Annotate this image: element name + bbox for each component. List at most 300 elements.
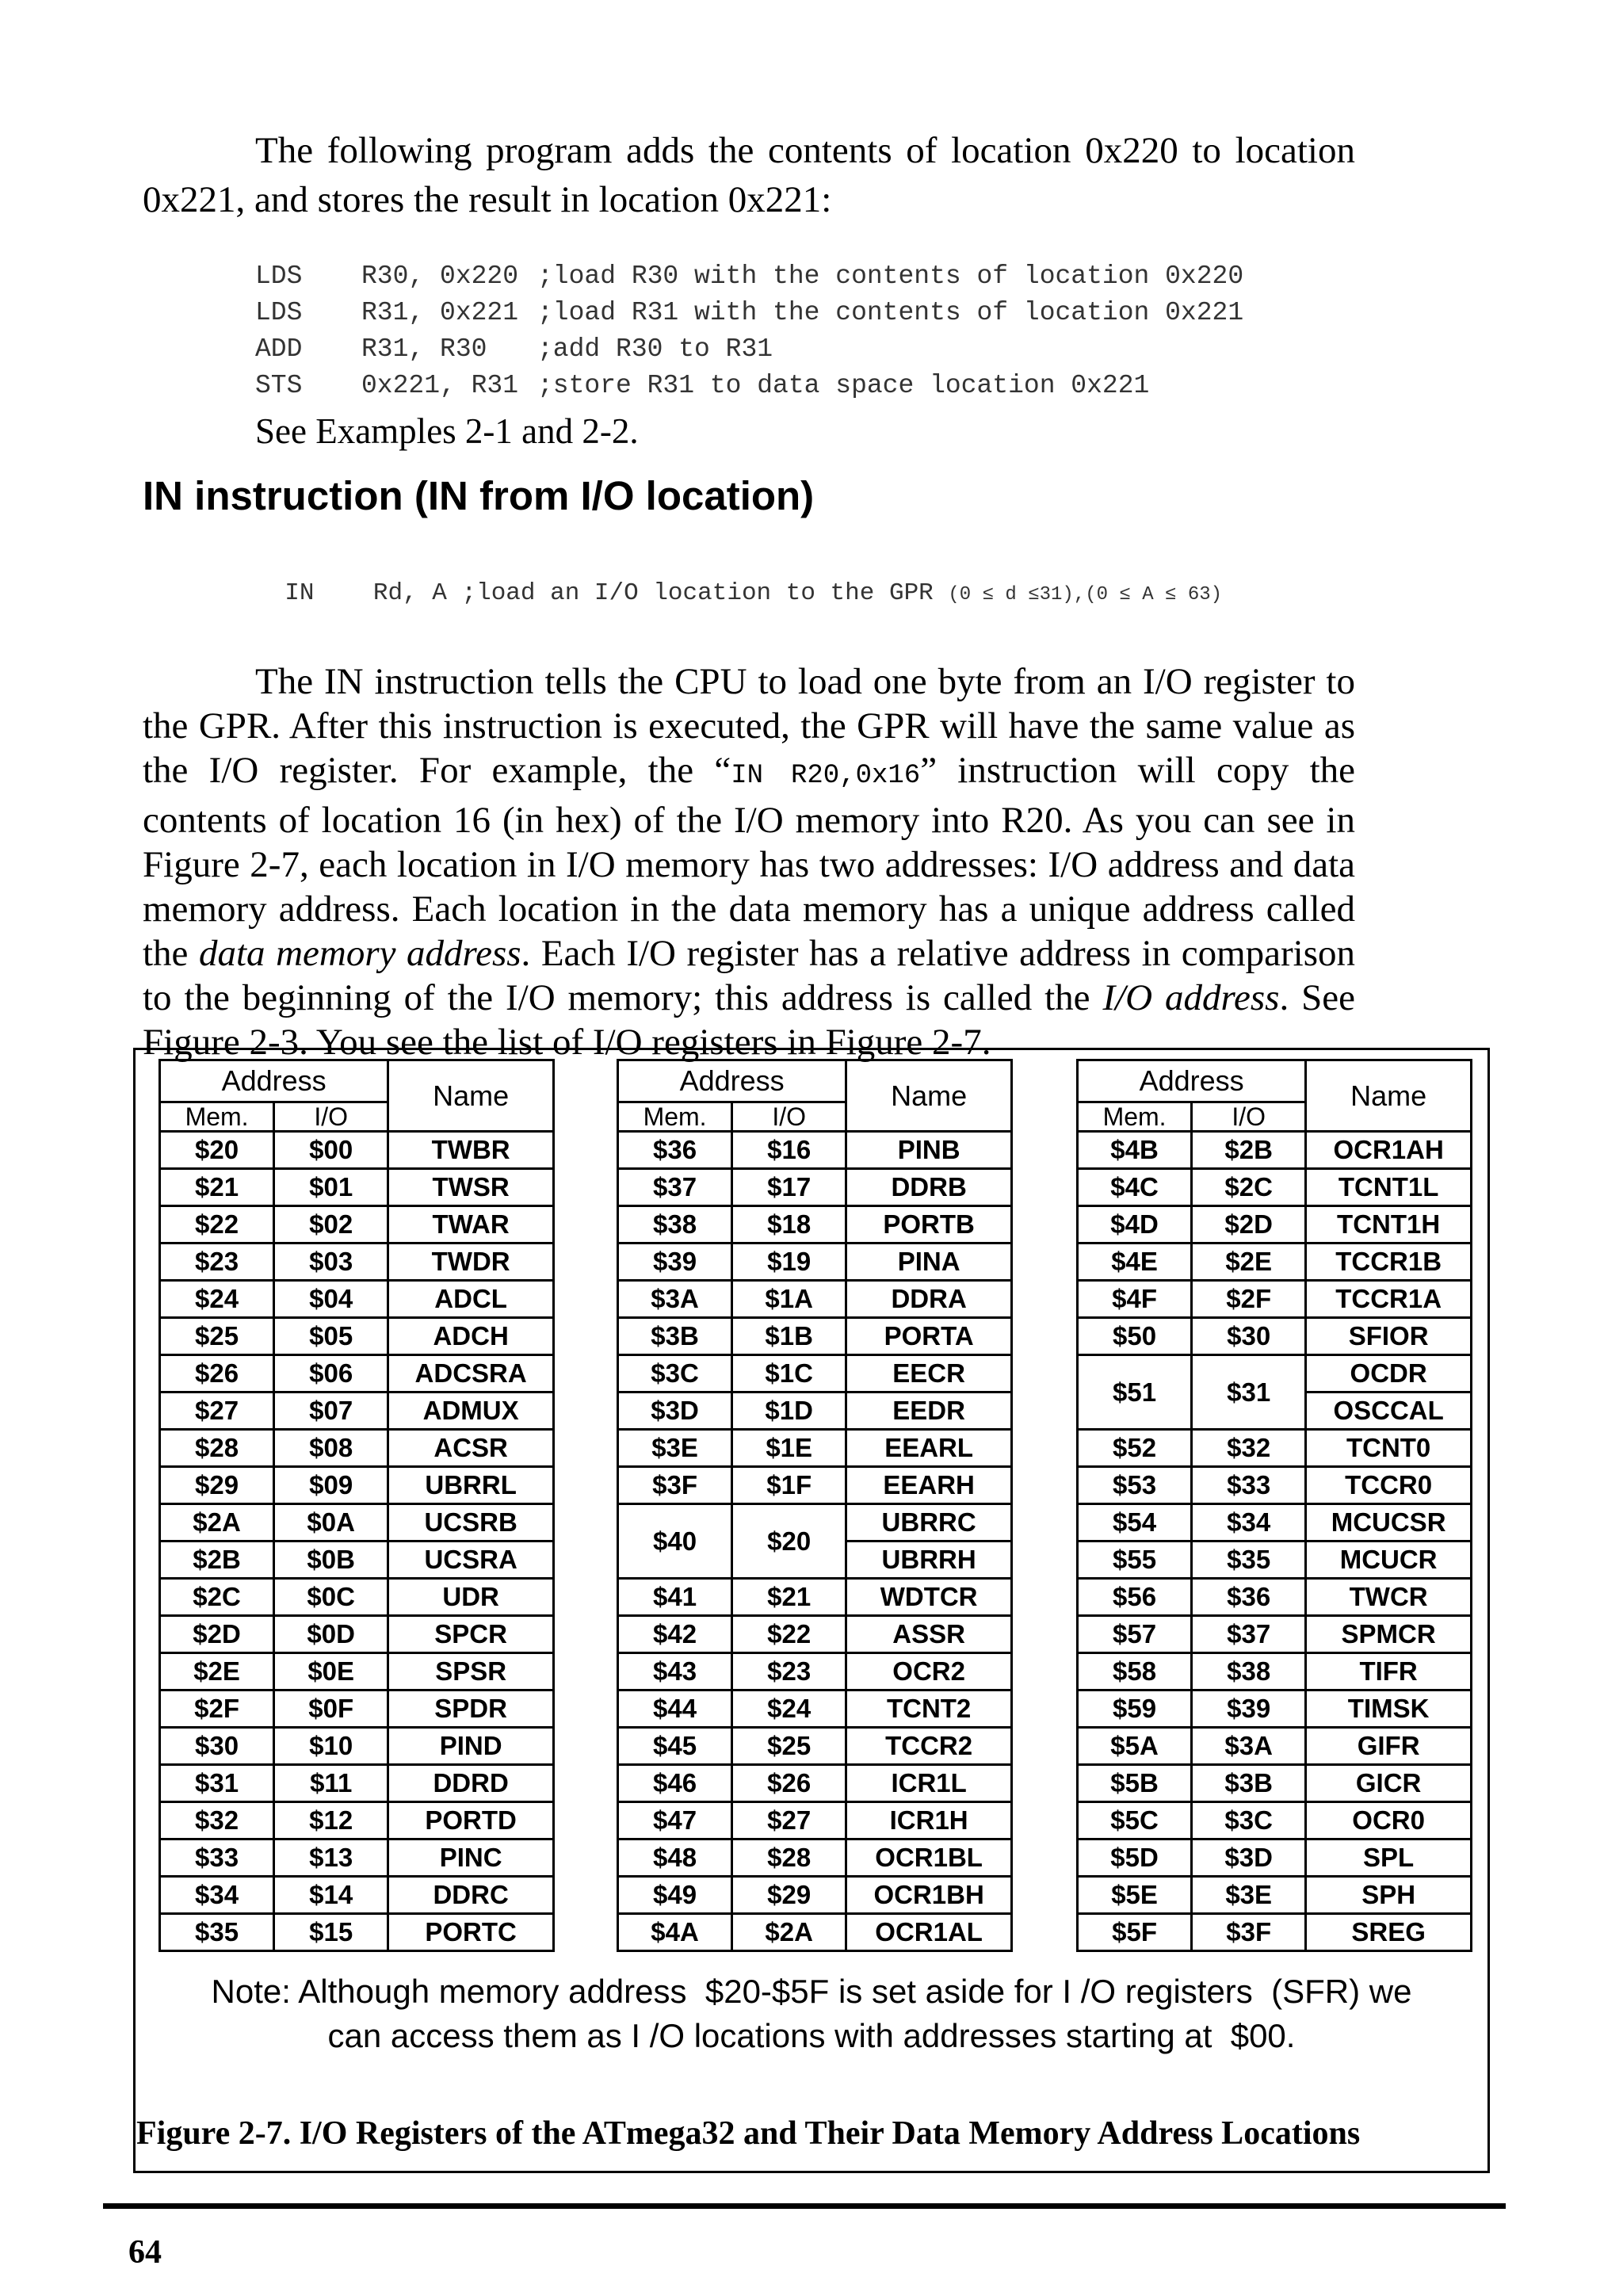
- io-address: $29: [732, 1877, 846, 1914]
- body-text-2: ” instruction will copy the contents of location 16 (in hex) of the I/O memory into R20. As you can see in Figure 2-7, each location in I/O memory has two addresses: I/O address and data memory address. Each location in the data memory has a unique address called the: [143, 750, 1356, 974]
- mem-address: $5E: [1078, 1877, 1192, 1914]
- io-address: $17: [732, 1169, 846, 1206]
- table-row: [1078, 1728, 1472, 1765]
- code-args: R31, R30: [361, 334, 487, 364]
- io-address: $05: [274, 1318, 388, 1355]
- register-name: SFIOR: [1306, 1318, 1472, 1355]
- figure-caption: Figure 2-7. I/O Registers of the ATmega32 and Their Data Memory Address Locations: [136, 2115, 1361, 2152]
- in-args: Rd, A: [372, 579, 447, 607]
- register-name: ADCSRA: [388, 1355, 554, 1392]
- mem-address: $5B: [1078, 1765, 1192, 1802]
- table-row: [160, 1467, 554, 1504]
- register-name: SPDR: [388, 1690, 554, 1728]
- mem-address: $50: [1078, 1318, 1192, 1355]
- io-address: $35: [1192, 1541, 1306, 1579]
- table-row: [618, 1765, 1012, 1802]
- io-address: $03: [274, 1244, 388, 1281]
- register-name: ACSR: [388, 1430, 554, 1467]
- table-row: [160, 1653, 554, 1690]
- mem-address: $26: [160, 1355, 274, 1392]
- in-op: IN: [285, 579, 315, 607]
- register-name: SPL: [1306, 1839, 1472, 1877]
- table-row: [1078, 1430, 1472, 1467]
- io-address: $20: [732, 1504, 846, 1579]
- register-name: OCR1AL: [846, 1914, 1012, 1951]
- io-address: $14: [274, 1877, 388, 1914]
- table-row: [618, 1430, 1012, 1467]
- mem-address: $5D: [1078, 1839, 1192, 1877]
- page-number: 64: [128, 2234, 162, 2271]
- io-address: $3D: [1192, 1839, 1306, 1877]
- io-address: $0D: [274, 1616, 388, 1653]
- code-comment: ;add R30 to R31: [537, 334, 773, 364]
- name-header: Name: [388, 1060, 554, 1132]
- table-row: [160, 1690, 554, 1728]
- mem-address: $4E: [1078, 1244, 1192, 1281]
- table-row: [1078, 1802, 1472, 1839]
- register-name: SPMCR: [1306, 1616, 1472, 1653]
- table-row: [1078, 1132, 1472, 1169]
- io-address: $0B: [274, 1541, 388, 1579]
- mem-address: $29: [160, 1467, 274, 1504]
- table-row: [618, 1839, 1012, 1877]
- mem-address: $30: [160, 1728, 274, 1765]
- register-name: TCNT2: [846, 1690, 1012, 1728]
- mem-address: $2B: [160, 1541, 274, 1579]
- io-address: $23: [732, 1653, 846, 1690]
- register-name: TWAR: [388, 1206, 554, 1244]
- mem-address: $25: [160, 1318, 274, 1355]
- table-row: [1078, 1281, 1472, 1318]
- table-row: [1078, 1579, 1472, 1616]
- register-name: TCNT1H: [1306, 1206, 1472, 1244]
- io-address: $1F: [732, 1467, 846, 1504]
- io-address: $08: [274, 1430, 388, 1467]
- table-row: [1078, 1206, 1472, 1244]
- mem-address: $4C: [1078, 1169, 1192, 1206]
- code-op: STS: [255, 371, 303, 400]
- mem-address: $4A: [618, 1914, 732, 1951]
- table-row: [1078, 1169, 1472, 1206]
- table-row: [1078, 1914, 1472, 1951]
- mem-address: $22: [160, 1206, 274, 1244]
- table-row: [160, 1392, 554, 1430]
- mem-address: $3F: [618, 1467, 732, 1504]
- table-row: [1078, 1765, 1472, 1802]
- register-name: UBRRC: [846, 1504, 1012, 1541]
- mem-address: $2F: [160, 1690, 274, 1728]
- io-address: $0A: [274, 1504, 388, 1541]
- table-row: [160, 1877, 554, 1914]
- io-address: $2A: [732, 1914, 846, 1951]
- io-address: $1D: [732, 1392, 846, 1430]
- register-name: DDRD: [388, 1765, 554, 1802]
- register-name: EEDR: [846, 1392, 1012, 1430]
- table-row: [618, 1244, 1012, 1281]
- register-table-1: [158, 1059, 555, 1952]
- io-address: $21: [732, 1579, 846, 1616]
- mem-address: $37: [618, 1169, 732, 1206]
- register-name: UDR: [388, 1579, 554, 1616]
- table-row: [160, 1765, 554, 1802]
- code-comment: ;load R31 with the contents of location 0x221: [537, 298, 1244, 327]
- mem-address: $3E: [618, 1430, 732, 1467]
- io-address: $11: [274, 1765, 388, 1802]
- mem-address: $53: [1078, 1467, 1192, 1504]
- figure-note: [133, 1969, 1490, 2058]
- code-op: LDS: [255, 262, 303, 291]
- mem-address: $3D: [618, 1392, 732, 1430]
- mem-address: $51: [1078, 1355, 1192, 1430]
- register-name: OCR0: [1306, 1802, 1472, 1839]
- mem-address: $3C: [618, 1355, 732, 1392]
- io-address: $18: [732, 1206, 846, 1244]
- table-row: [618, 1579, 1012, 1616]
- mem-address: $58: [1078, 1653, 1192, 1690]
- table-row: [618, 1206, 1012, 1244]
- io-address: $26: [732, 1765, 846, 1802]
- io-address: $12: [274, 1802, 388, 1839]
- table-row: [160, 1206, 554, 1244]
- table-row: [1078, 1877, 1472, 1914]
- mem-address: $4F: [1078, 1281, 1192, 1318]
- mem-address: $2D: [160, 1616, 274, 1653]
- table-row: [160, 1355, 554, 1392]
- io-address: $32: [1192, 1430, 1306, 1467]
- mem-address: $56: [1078, 1579, 1192, 1616]
- register-name: TWSR: [388, 1169, 554, 1206]
- io-address: $07: [274, 1392, 388, 1430]
- register-name: UBRRH: [846, 1541, 1012, 1579]
- mem-address: $23: [160, 1244, 274, 1281]
- register-name: PINB: [846, 1132, 1012, 1169]
- register-name: DDRC: [388, 1877, 554, 1914]
- register-name: SPH: [1306, 1877, 1472, 1914]
- name-header: Name: [1306, 1060, 1472, 1132]
- mem-address: $33: [160, 1839, 274, 1877]
- register-name: OSCCAL: [1306, 1392, 1472, 1430]
- table-row: [160, 1616, 554, 1653]
- register-name: SREG: [1306, 1914, 1472, 1951]
- io-address: $1B: [732, 1318, 846, 1355]
- register-name: OCDR: [1306, 1355, 1472, 1392]
- intro-paragraph: The following program adds the contents of location 0x220 to location 0x221, and stores the result in location 0x221:: [143, 130, 1355, 220]
- register-name: PINC: [388, 1839, 554, 1877]
- mem-address: $40: [618, 1504, 732, 1579]
- code-comment: ;load R30 with the contents of location 0x220: [537, 262, 1244, 291]
- io-address: $2C: [1192, 1169, 1306, 1206]
- section-heading: IN instruction (IN from I/O location): [143, 473, 815, 518]
- io-address: $37: [1192, 1616, 1306, 1653]
- mem-address: $32: [160, 1802, 274, 1839]
- io-address: $06: [274, 1355, 388, 1392]
- register-name: SPCR: [388, 1616, 554, 1653]
- table-row: [160, 1802, 554, 1839]
- io-address: $2D: [1192, 1206, 1306, 1244]
- io-address: $0F: [274, 1690, 388, 1728]
- table-row: [160, 1579, 554, 1616]
- io-address: $36: [1192, 1579, 1306, 1616]
- io-address: $24: [732, 1690, 846, 1728]
- table-row: [1078, 1541, 1472, 1579]
- table-row: [160, 1541, 554, 1579]
- table-row: [618, 1653, 1012, 1690]
- io-address: $16: [732, 1132, 846, 1169]
- register-name: WDTCR: [846, 1579, 1012, 1616]
- io-header: I/O: [1192, 1102, 1306, 1132]
- mem-address: $5C: [1078, 1802, 1192, 1839]
- mem-address: $2A: [160, 1504, 274, 1541]
- register-name: EECR: [846, 1355, 1012, 1392]
- io-address: $3C: [1192, 1802, 1306, 1839]
- register-name: ADCH: [388, 1318, 554, 1355]
- io-address: $09: [274, 1467, 388, 1504]
- io-address: $02: [274, 1206, 388, 1244]
- io-header: I/O: [732, 1102, 846, 1132]
- register-name: TCCR1A: [1306, 1281, 1472, 1318]
- register-name: PIND: [388, 1728, 554, 1765]
- table-row: [618, 1616, 1012, 1653]
- mem-address: $24: [160, 1281, 274, 1318]
- register-name: TCNT1L: [1306, 1169, 1472, 1206]
- register-name: TWDR: [388, 1244, 554, 1281]
- code-comment: ;store R31 to data space location 0x221: [537, 371, 1150, 400]
- mem-address: $43: [618, 1653, 732, 1690]
- mem-address: $52: [1078, 1430, 1192, 1467]
- register-name: PORTA: [846, 1318, 1012, 1355]
- register-name: GIFR: [1306, 1728, 1472, 1765]
- table-row: [160, 1132, 554, 1169]
- mem-address: $35: [160, 1914, 274, 1951]
- register-name: ASSR: [846, 1616, 1012, 1653]
- table-row: [618, 1132, 1012, 1169]
- code-op: ADD: [255, 334, 303, 364]
- note-line-1: Note: Although memory address $20-$5F is set aside for I /O registers (SFR) we: [211, 1973, 1412, 2010]
- mem-address: $31: [160, 1765, 274, 1802]
- io-address: $3F: [1192, 1914, 1306, 1951]
- mem-address: $4B: [1078, 1132, 1192, 1169]
- table-row: [1078, 1318, 1472, 1355]
- mem-address: $27: [160, 1392, 274, 1430]
- register-name: TCCR1B: [1306, 1244, 1472, 1281]
- mem-address: $34: [160, 1877, 274, 1914]
- register-name: MCUCSR: [1306, 1504, 1472, 1541]
- table-row: [618, 1318, 1012, 1355]
- register-name: PORTD: [388, 1802, 554, 1839]
- table-row: [160, 1244, 554, 1281]
- io-address: $38: [1192, 1653, 1306, 1690]
- body-emphasis-1: data memory address: [198, 933, 521, 974]
- mem-address: $55: [1078, 1541, 1192, 1579]
- io-address: $01: [274, 1169, 388, 1206]
- note-line-2: can access them as I /O locations with addresses starting at $00.: [327, 2017, 1296, 2054]
- mem-address: $3B: [618, 1318, 732, 1355]
- io-address: $31: [1192, 1355, 1306, 1430]
- mem-address: $57: [1078, 1616, 1192, 1653]
- mem-address: $49: [618, 1877, 732, 1914]
- register-name: TWCR: [1306, 1579, 1472, 1616]
- register-name: ICR1L: [846, 1765, 1012, 1802]
- register-name: UBRRL: [388, 1467, 554, 1504]
- body-text-4: . See Figure 2-3. You see the list of I/O registers in Figure 2-7.: [143, 977, 1355, 1063]
- mem-header: Mem.: [618, 1102, 732, 1132]
- table-row: [160, 1318, 554, 1355]
- table-row: [1078, 1690, 1472, 1728]
- body-code: IN R20,0x16: [731, 761, 921, 791]
- io-address: $3A: [1192, 1728, 1306, 1765]
- mem-address: $38: [618, 1206, 732, 1244]
- mem-address: $20: [160, 1132, 274, 1169]
- io-address: $0E: [274, 1653, 388, 1690]
- table-row: [160, 1281, 554, 1318]
- table-row: [1078, 1355, 1472, 1392]
- register-name: TIMSK: [1306, 1690, 1472, 1728]
- mem-address: $59: [1078, 1690, 1192, 1728]
- mem-address: $54: [1078, 1504, 1192, 1541]
- table-row: [160, 1839, 554, 1877]
- table-row: [1078, 1839, 1472, 1877]
- io-address: $39: [1192, 1690, 1306, 1728]
- register-name: ADMUX: [388, 1392, 554, 1430]
- register-name: EEARL: [846, 1430, 1012, 1467]
- table-row: [618, 1914, 1012, 1951]
- register-name: TCCR0: [1306, 1467, 1472, 1504]
- mem-address: $3A: [618, 1281, 732, 1318]
- table-row: [618, 1355, 1012, 1392]
- mem-address: $2C: [160, 1579, 274, 1616]
- table-header-row: [1078, 1060, 1472, 1102]
- mem-address: $2E: [160, 1653, 274, 1690]
- register-name: TCCR2: [846, 1728, 1012, 1765]
- address-header: Address: [618, 1060, 846, 1102]
- table-row: [618, 1728, 1012, 1765]
- io-address: $0C: [274, 1579, 388, 1616]
- table-row: [618, 1169, 1012, 1206]
- io-address: $1A: [732, 1281, 846, 1318]
- register-name: GICR: [1306, 1765, 1472, 1802]
- register-name: OCR1AH: [1306, 1132, 1472, 1169]
- io-address: $2E: [1192, 1244, 1306, 1281]
- see-examples: See Examples 2-1 and 2-2.: [255, 411, 639, 451]
- mem-header: Mem.: [160, 1102, 274, 1132]
- mem-address: $39: [618, 1244, 732, 1281]
- table-row: [160, 1504, 554, 1541]
- table-row: [160, 1914, 554, 1951]
- body-text-1: The IN instruction tells the CPU to load one byte from an I/O register to the GPR. After this instruction is executed, the GPR will have the same value as the I/O register. For example, the “: [143, 661, 1355, 791]
- mem-address: $36: [618, 1132, 732, 1169]
- io-address: $15: [274, 1914, 388, 1951]
- register-name: UCSRA: [388, 1541, 554, 1579]
- table-row: [618, 1281, 1012, 1318]
- register-name: OCR1BH: [846, 1877, 1012, 1914]
- table-row: [160, 1430, 554, 1467]
- mem-address: $21: [160, 1169, 274, 1206]
- register-name: TCNT0: [1306, 1430, 1472, 1467]
- mem-address: $5A: [1078, 1728, 1192, 1765]
- table-row: [1078, 1467, 1472, 1504]
- mem-address: $28: [160, 1430, 274, 1467]
- code-args: R30, 0x220: [361, 262, 519, 291]
- table-row: [618, 1802, 1012, 1839]
- io-header: I/O: [274, 1102, 388, 1132]
- address-header: Address: [1078, 1060, 1306, 1102]
- io-address: $28: [732, 1839, 846, 1877]
- io-address: $25: [732, 1728, 846, 1765]
- footer-rule: [103, 2203, 1506, 2209]
- io-address: $2B: [1192, 1132, 1306, 1169]
- io-address: $13: [274, 1839, 388, 1877]
- table-header-row: [618, 1060, 1012, 1102]
- io-address: $04: [274, 1281, 388, 1318]
- table-row: [618, 1467, 1012, 1504]
- name-header: Name: [846, 1060, 1012, 1132]
- code-args: R31, 0x221: [361, 298, 519, 327]
- register-name: SPSR: [388, 1653, 554, 1690]
- register-name: PORTB: [846, 1206, 1012, 1244]
- mem-address: $48: [618, 1839, 732, 1877]
- io-address: $2F: [1192, 1281, 1306, 1318]
- table-row: [618, 1504, 1012, 1541]
- io-address: $22: [732, 1616, 846, 1653]
- register-name: UCSRB: [388, 1504, 554, 1541]
- address-header: Address: [160, 1060, 388, 1102]
- mem-address: $45: [618, 1728, 732, 1765]
- register-table-2: [617, 1059, 1013, 1952]
- table-row: [1078, 1653, 1472, 1690]
- register-name: ADCL: [388, 1281, 554, 1318]
- io-address: $34: [1192, 1504, 1306, 1541]
- io-address: $19: [732, 1244, 846, 1281]
- in-syntax-line: [255, 552, 1222, 607]
- register-name: MCUCR: [1306, 1541, 1472, 1579]
- register-table-3: [1076, 1059, 1472, 1952]
- mem-address: $4D: [1078, 1206, 1192, 1244]
- register-name: TWBR: [388, 1132, 554, 1169]
- register-name: DDRA: [846, 1281, 1012, 1318]
- table-row: [1078, 1504, 1472, 1541]
- mem-address: $47: [618, 1802, 732, 1839]
- io-address: $1E: [732, 1430, 846, 1467]
- register-name: PORTC: [388, 1914, 554, 1951]
- body-emphasis-2: I/O address: [1102, 977, 1280, 1018]
- code-op: LDS: [255, 298, 303, 327]
- table-row: [618, 1690, 1012, 1728]
- io-address: $30: [1192, 1318, 1306, 1355]
- table-row: [618, 1392, 1012, 1430]
- table-header-row: [160, 1060, 554, 1102]
- io-address: $33: [1192, 1467, 1306, 1504]
- register-name: TIFR: [1306, 1653, 1472, 1690]
- register-name: DDRB: [846, 1169, 1012, 1206]
- io-address: $1C: [732, 1355, 846, 1392]
- mem-header: Mem.: [1078, 1102, 1192, 1132]
- table-row: [160, 1169, 554, 1206]
- body-text-3: . Each I/O register has a relative address in comparison to the beginning of the I/O memory; this address is called the: [143, 933, 1356, 1018]
- mem-address: $44: [618, 1690, 732, 1728]
- body-paragraph: [143, 659, 1355, 1064]
- table-row: [618, 1877, 1012, 1914]
- in-comment: ;load an I/O location to the GPR: [461, 579, 934, 607]
- register-name: EEARH: [846, 1467, 1012, 1504]
- mem-address: $5F: [1078, 1914, 1192, 1951]
- io-address: $00: [274, 1132, 388, 1169]
- table-row: [160, 1728, 554, 1765]
- table-row: [1078, 1616, 1472, 1653]
- mem-address: $42: [618, 1616, 732, 1653]
- io-address: $27: [732, 1802, 846, 1839]
- mem-address: $41: [618, 1579, 732, 1616]
- in-range: (0 ≤ d ≤31),(0 ≤ A ≤ 63): [948, 584, 1223, 606]
